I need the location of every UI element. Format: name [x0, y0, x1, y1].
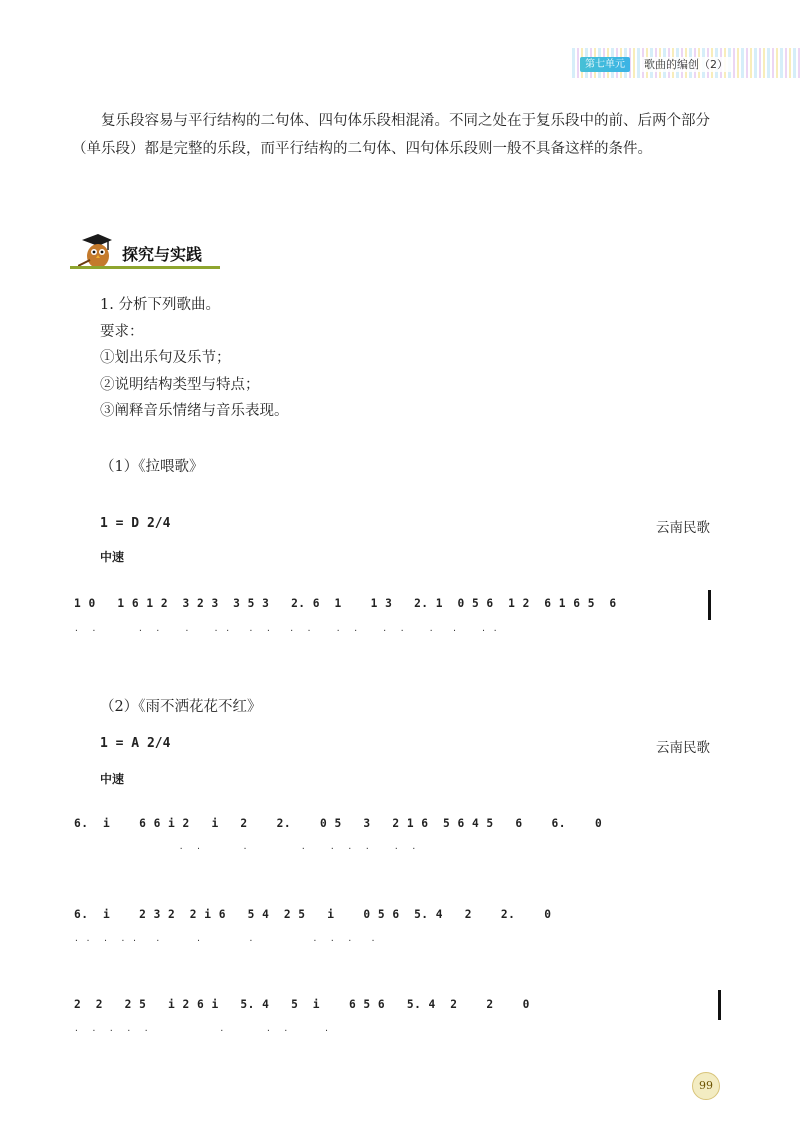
intro-paragraph [72, 107, 732, 163]
song1-score-line-1: 1 0 1 6 1 2 3 2 3 3 5 3 2. 6 1 1 3 2. 1 0 5 6 1 2 6 1 6 5 6 [74, 597, 617, 610]
task-list [100, 292, 289, 425]
requirement-1: ①划出乐句及乐节； [100, 350, 231, 366]
song2-score-line-3: 2 2 2 5 i 2 6 i 5. 4 5 i 6 5 6 5. 4 2 2 0 [74, 998, 530, 1011]
unit-badge: 第七单元 [580, 57, 630, 72]
song2-tempo: 中速 [100, 772, 125, 786]
requirement-2: ②说明结构类型与特点； [100, 376, 260, 393]
song2-title: （2）《雨不洒花花不红》 [100, 699, 262, 715]
song2-final-barline [718, 990, 721, 1020]
section-heading [70, 228, 220, 272]
requirement-3: ③阐释音乐情绪与音乐表现。 [100, 403, 289, 419]
section-title: 探究与实践 [122, 245, 203, 264]
section-underline [70, 266, 220, 269]
song2-origin: 云南民歌 [656, 740, 710, 756]
song1-tempo: 中速 [100, 550, 125, 564]
song2-score-dots-3: . . . . . . . . . [74, 1024, 330, 1033]
song1-origin: 云南民歌 [656, 520, 710, 536]
song2-score-line-1: 6. i 6 6 i 2 i 2 2. 0 5 3 2 1 6 5 6 4 5 6 6. 0 [74, 817, 603, 830]
task-item-1: 1. 分析下列歌曲。 [100, 297, 220, 313]
chapter-header [572, 48, 800, 78]
owl-teacher-icon [78, 230, 114, 270]
song1-title: （1）《拉喂歌》 [100, 459, 204, 475]
song1-score-dots-1: . . . . . . . . . . . . . . . . . . . [74, 624, 499, 633]
song1-key-time: 1 = D 2/4 [100, 516, 171, 531]
page-number: 99 [692, 1072, 720, 1100]
song1-final-barline [708, 590, 711, 620]
intro-text: 复乐段容易与平行结构的二句体、四句体乐段相混淆。不同之处在于复乐段中的前、后两个部分（单乐段）都是完整的乐段，而平行结构的二句体、四句体乐段则一般不具备这样的条件。 [72, 113, 710, 157]
requirement-label: 要求： [100, 323, 144, 340]
song2-key-time: 1 = A 2/4 [100, 736, 171, 751]
unit-title: 歌曲的编创（2） [640, 57, 732, 72]
song2-score-dots-1: . . . . . . . . . [74, 842, 418, 851]
song2-score-line-2: 6. i 2 3 2 2 i 6 5 4 2 5 i 0 5 6 5. 4 2 2. 0 [74, 908, 552, 921]
song2-score-dots-2: . . . . . . . . . . . . [74, 934, 377, 943]
